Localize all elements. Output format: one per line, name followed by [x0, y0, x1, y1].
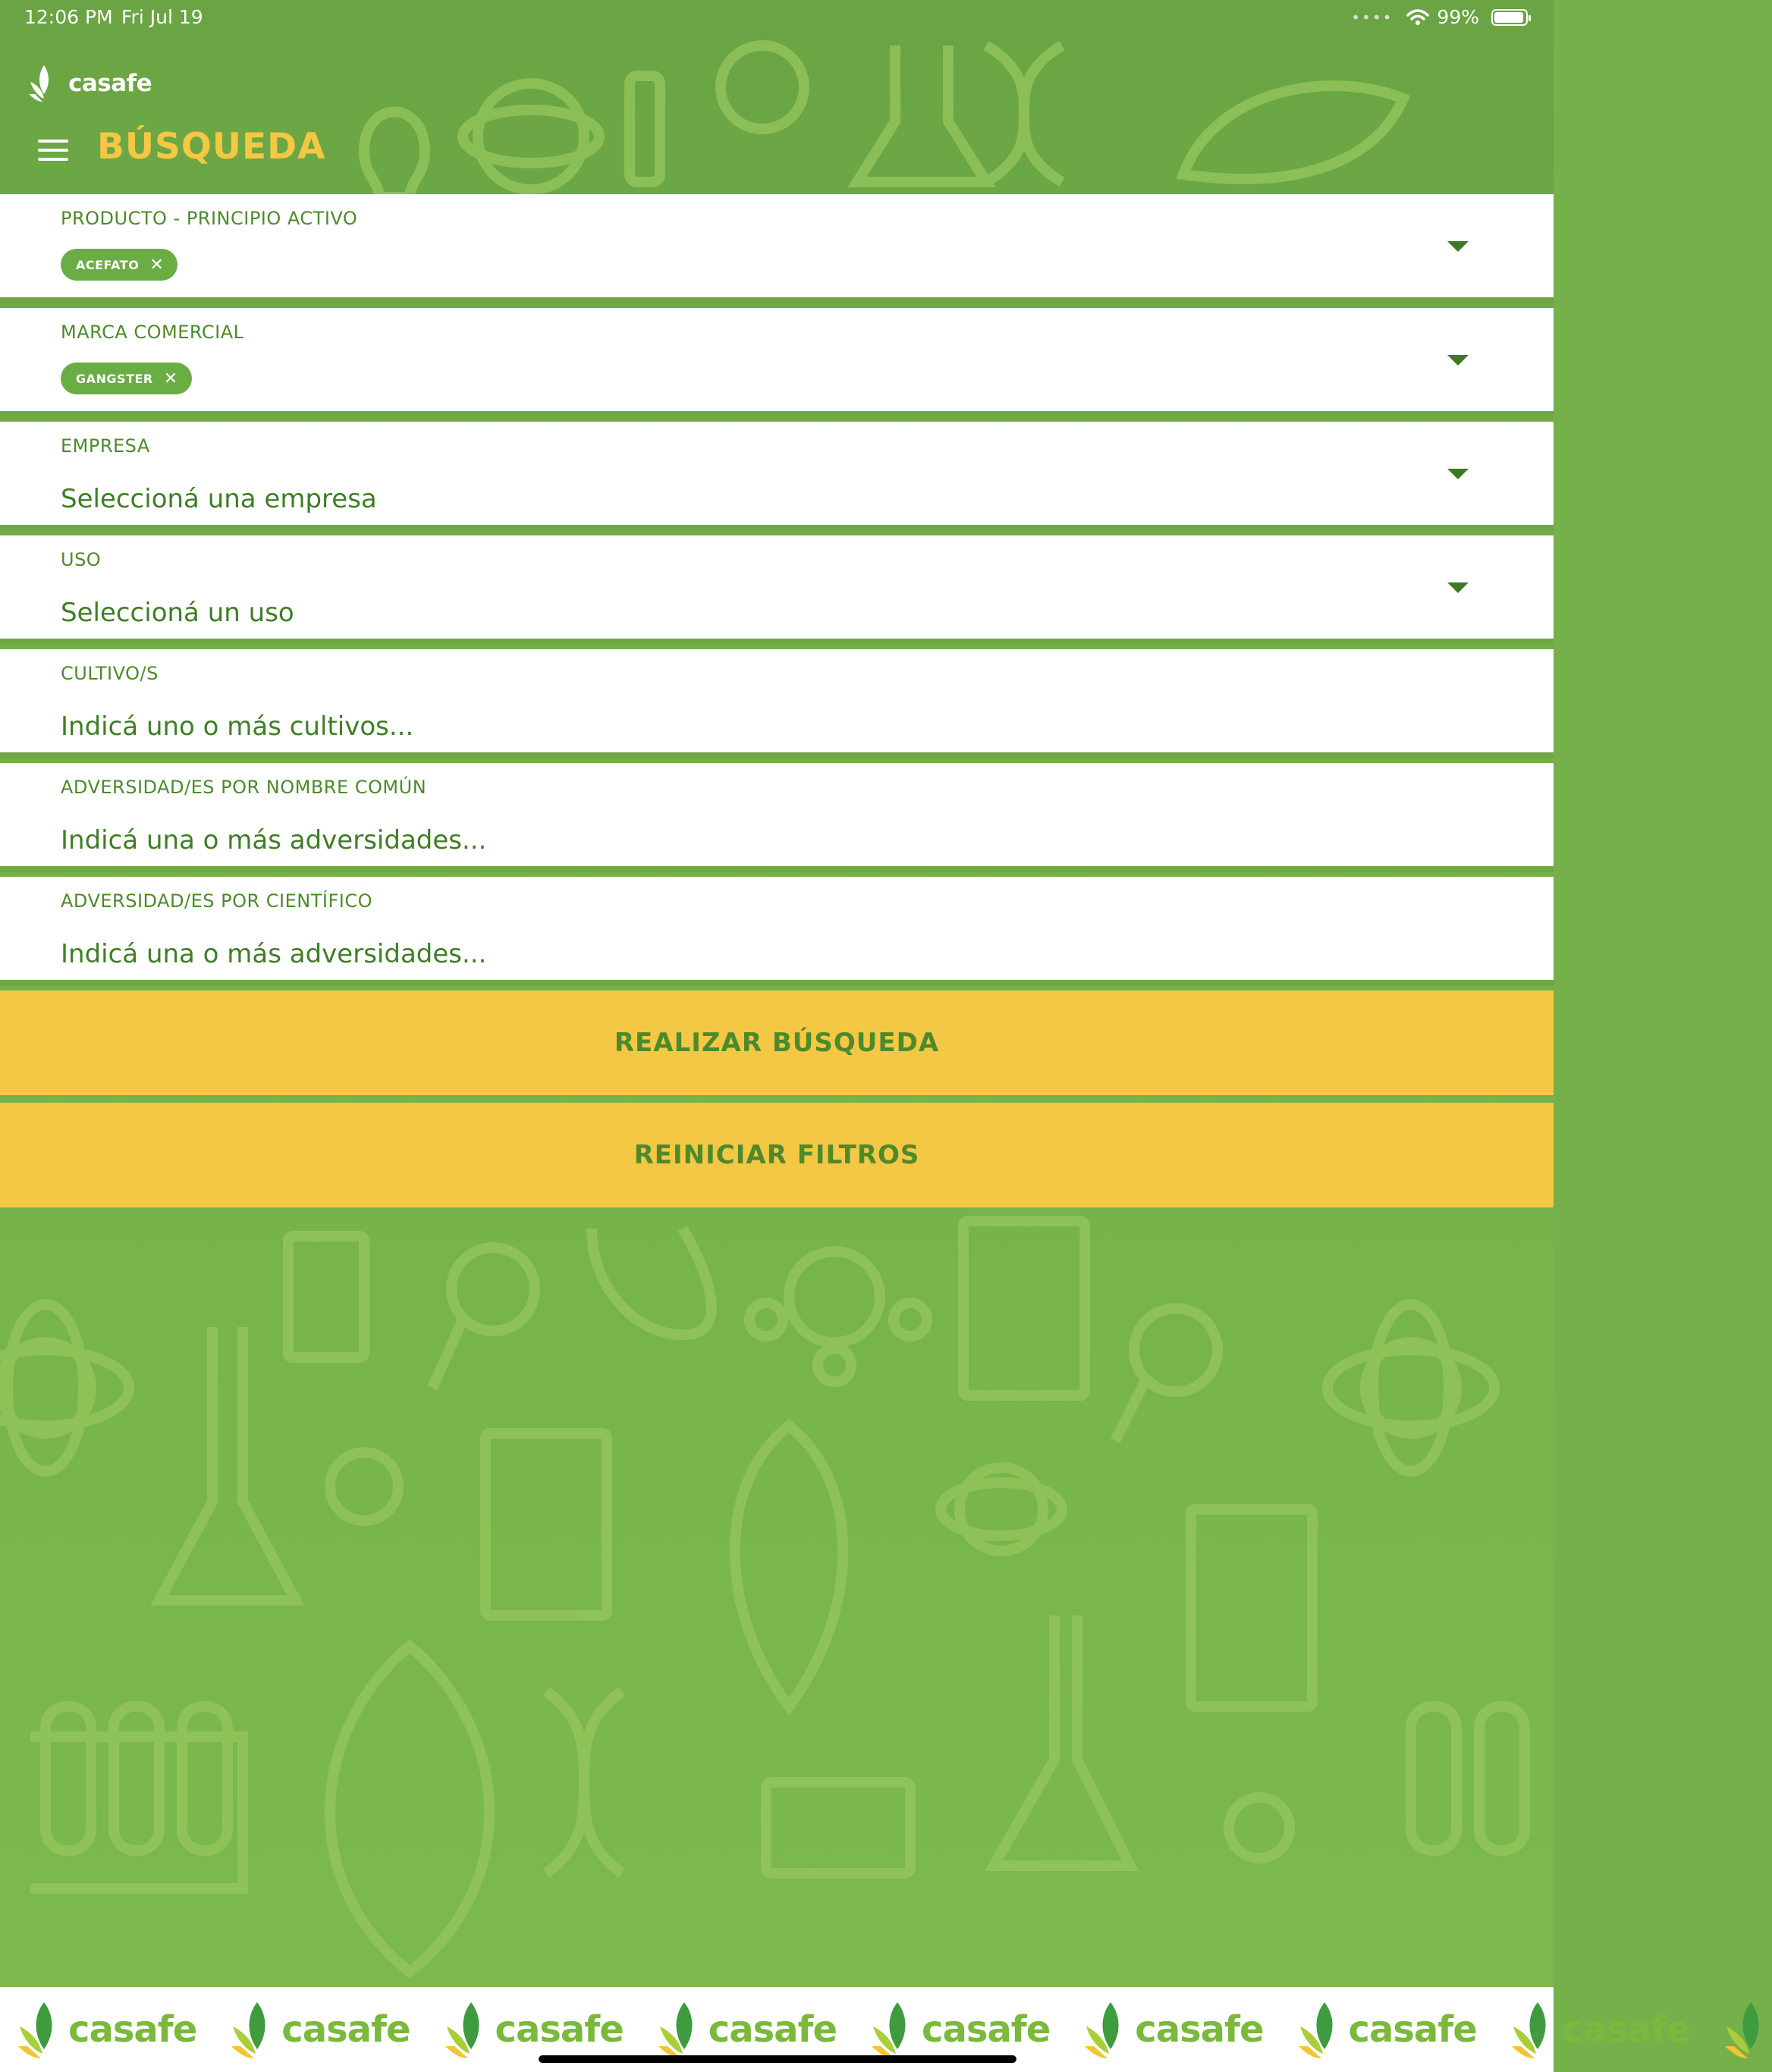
adversidad-comun-placeholder: Indicá una o más adversidades...	[61, 825, 487, 855]
footer-logo	[869, 1999, 1050, 2060]
footer-logo-text: casafe	[68, 2008, 197, 2051]
marca-dropdown[interactable]	[0, 308, 1554, 417]
chevron-down-icon[interactable]	[1447, 355, 1469, 366]
casafe-logo-icon	[1296, 1999, 1346, 2060]
status-time: 12:06 PM	[24, 6, 113, 28]
home-indicator[interactable]	[539, 2055, 1016, 2063]
footer-logo-text: casafe	[1135, 2008, 1264, 2051]
battery-icon	[1491, 9, 1528, 26]
brand-logo	[27, 64, 152, 103]
footer-logo	[1296, 1999, 1477, 2060]
status-date: Fri Jul 19	[121, 6, 203, 28]
cultivos-label: CULTIVO/S	[61, 663, 159, 684]
brand-name: casafe	[68, 70, 152, 97]
hamburger-menu-icon[interactable]	[38, 140, 68, 162]
chip-text: ACEFATO	[76, 257, 140, 272]
empresa-placeholder: Seleccioná una empresa	[61, 484, 377, 514]
empresa-dropdown[interactable]	[0, 422, 1554, 531]
casafe-logo-icon	[1082, 1999, 1132, 2060]
uso-placeholder: Seleccioná un uso	[61, 598, 294, 628]
casafe-logo-icon	[869, 1999, 919, 2060]
status-right-group	[1351, 6, 1528, 28]
producto-chip	[61, 249, 178, 281]
casafe-logo-icon	[228, 1999, 278, 2060]
footer-logo-text: casafe	[922, 2008, 1051, 2051]
uso-label: USO	[61, 549, 102, 570]
footer-logo	[655, 1999, 837, 2060]
empresa-label: EMPRESA	[61, 435, 150, 457]
footer-logo	[1722, 1999, 1772, 2060]
footer-logo	[1509, 1999, 1690, 2060]
footer-logo	[1082, 1999, 1263, 2060]
casafe-logo-icon	[1509, 1999, 1559, 2060]
adversidad-cientifico-label: ADVERSIDAD/ES POR CIENTÍFICO	[61, 890, 373, 912]
chevron-down-icon[interactable]	[1447, 469, 1469, 479]
adversidad-cientifico-placeholder: Indicá una o más adversidades...	[61, 939, 487, 969]
remove-chip-icon[interactable]: ✕	[163, 369, 178, 388]
producto-label: PRODUCTO - PRINCIPIO ACTIVO	[61, 208, 358, 229]
footer-logo-text: casafe	[281, 2008, 410, 2051]
battery-percentage: 99%	[1437, 6, 1479, 28]
casafe-logo-icon	[27, 64, 62, 103]
search-form	[0, 194, 1554, 1215]
chip-text: GANGSTER	[76, 371, 153, 386]
wifi-icon	[1406, 9, 1429, 26]
casafe-logo-icon	[442, 1999, 492, 2060]
footer-logo-text: casafe	[1561, 2008, 1690, 2051]
adversidad-comun-input[interactable]	[0, 763, 1554, 872]
page-title: BÚSQUEDA	[97, 126, 326, 168]
reset-filters-button[interactable]: REINICIAR FILTROS	[0, 1103, 1554, 1207]
uso-dropdown[interactable]	[0, 535, 1554, 645]
casafe-logo-icon	[655, 1999, 705, 2060]
chevron-down-icon[interactable]	[1447, 241, 1469, 252]
cultivos-input[interactable]	[0, 649, 1554, 758]
footer-logo-text: casafe	[708, 2008, 837, 2051]
cellular-dots-icon: ••••	[1351, 8, 1393, 27]
app-header	[0, 36, 1554, 194]
casafe-logo-icon	[15, 1999, 65, 2060]
adversidad-comun-label: ADVERSIDAD/ES POR NOMBRE COMÚN	[61, 777, 427, 798]
remove-chip-icon[interactable]: ✕	[149, 255, 165, 275]
marca-chip	[61, 363, 192, 394]
footer-logo-text: casafe	[495, 2008, 624, 2051]
status-bar	[0, 0, 1554, 36]
footer-logo	[228, 1999, 410, 2060]
footer-logo-text: casafe	[1348, 2008, 1477, 2051]
chevron-down-icon[interactable]	[1447, 582, 1469, 593]
producto-dropdown[interactable]	[0, 194, 1554, 303]
footer-logo	[442, 1999, 624, 2060]
cultivos-placeholder: Indicá uno o más cultivos...	[61, 711, 414, 742]
casafe-logo-icon	[1722, 1999, 1772, 2060]
search-button[interactable]: REALIZAR BÚSQUEDA	[0, 990, 1554, 1095]
footer-logo	[15, 1999, 196, 2060]
marca-label: MARCA COMERCIAL	[61, 322, 244, 343]
adversidad-cientifico-input[interactable]	[0, 877, 1554, 986]
